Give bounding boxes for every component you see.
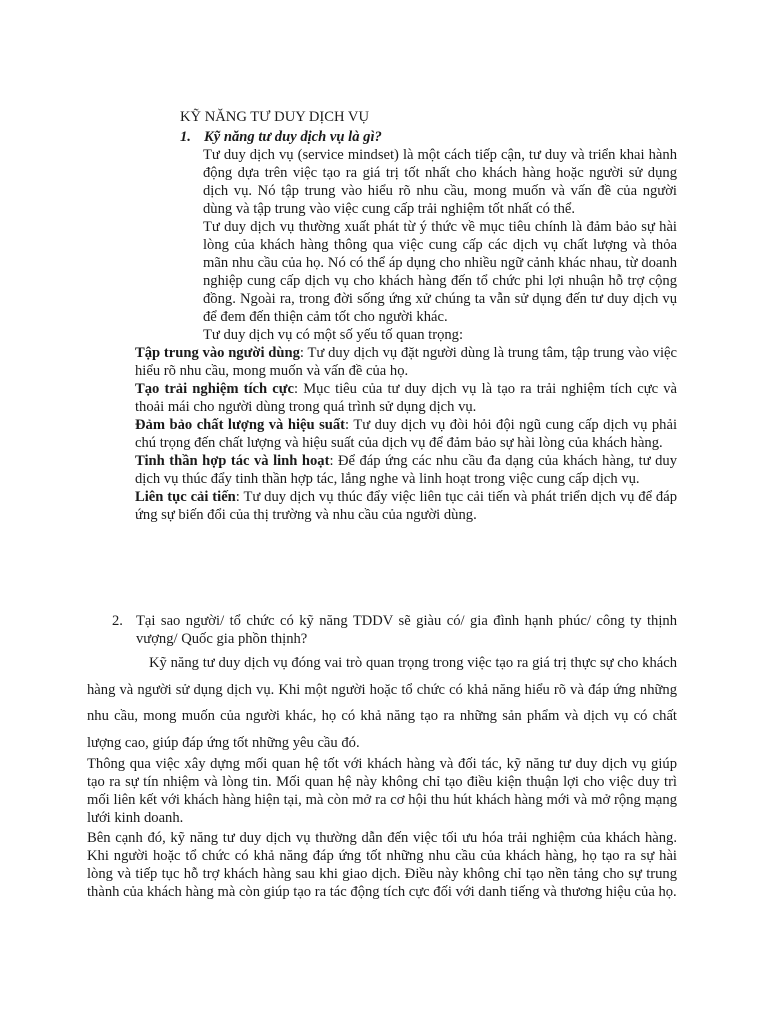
factor-term: Tinh thần hợp tác và linh hoạt [135,453,330,469]
document-title: KỸ NĂNG TƯ DUY DỊCH VỤ [180,109,370,125]
factor-item [135,344,677,380]
section-1-number: 1. [180,129,191,145]
factor-term: Đảm bảo chất lượng và hiệu suất [135,417,346,433]
section-2-paragraph: Thông qua việc xây dựng mối quan hệ tốt với khách hàng và đối tác, kỹ năng tư duy dịch vụ giúp tạo ra sự tín nhiệm và lòng tin. Mối quan hệ này không chỉ tạo điều kiện thuận lợi cho việc duy trì mối liên kết với khách hàng hiện tại, mà còn mở ra cơ hội thu hút khách hàng mới và mở rộng mạng lưới kinh doanh. [87,756,677,826]
factor-term: Tập trung vào người dùng [135,345,300,361]
section-1-body [203,146,677,344]
section-2-heading [112,612,677,648]
section-2-body [87,755,677,903]
factor-term: Tạo trải nghiệm tích cực [135,381,294,397]
factor-item [135,380,677,416]
section-2-paragraph: Bên cạnh đó, kỹ năng tư duy dịch vụ thường dẫn đến việc tối ưu hóa trải nghiệm của khách hàng. Khi người hoặc tổ chức có khả năng đáp ứng tốt những nhu cầu của khách hàng, họ tạo ra sự hài lòng và tiếp tục hỗ trợ khách hàng sau khi giao dịch. Điều này không chỉ tạo nền tảng cho sự trung thành của khách hàng mà còn giúp tạo ra tác động tích cực đối với danh tiếng và thương hiệu của họ. [87,830,677,900]
section-1-paragraph: Tư duy dịch vụ có một số yếu tố quan trọng: [203,327,464,343]
factor-text: : Tư duy dịch vụ thúc đẩy việc liên tục cải tiến và phát triển dịch vụ để đáp ứng sự biến đổi của thị trường và nhu cầu của người dùng. [135,489,678,523]
factor-term: Liên tục cải tiến [135,489,236,505]
factor-text: : Mục tiêu của tư duy dịch vụ là tạo ra trải nghiệm tích cực và thoải mái cho người dùng trong quá trình sử dụng dịch vụ. [135,381,677,415]
section-1-paragraph: Tư duy dịch vụ thường xuất phát từ ý thức về mục tiêu chính là đảm bảo sự hài lòng của khách hàng thông qua việc cung cấp các dịch vụ chất lượng và thỏa mãn nhu cầu của họ. Nó có thể áp dụng cho nhiều ngữ cảnh khác nhau, từ doanh nghiệp cung cấp dịch vụ cho khách hàng đến tổ chức phi lợi nhuận hỗ trợ cộng đồng. Ngoài ra, trong đời sống ứng xử chúng ta vẫn sử dụng đến tư duy dịch vụ để đem đến thiện cảm tốt cho người khác. [203,219,677,325]
factor-text: : Tư duy dịch vụ đòi hỏi đội ngũ cung cấp dịch vụ phải chú trọng đến chất lượng và hiệu suất của dịch vụ để đảm bảo sự hài lòng của khách hàng. [135,417,677,451]
section-1-heading [180,128,382,146]
factor-item [135,416,677,452]
section-2-number: 2. [112,613,123,629]
section-1-heading-text: Kỹ năng tư duy dịch vụ là gì? [204,129,382,145]
factor-text: : Để đáp ứng các nhu cầu đa dạng của khách hàng, tư duy dịch vụ thúc đẩy tinh thần hợp tác, lắng nghe và linh hoạt trong việc cung cấp dịch vụ. [135,453,677,487]
factor-item [135,488,677,524]
factor-list [135,344,677,524]
section-2-heading-text: Tại sao người/ tổ chức có kỹ năng TDDV sẽ giàu có/ gia đình hạnh phúc/ công ty thịnh vượng/ Quốc gia phồn thịnh? [136,613,677,647]
factor-item [135,452,677,488]
factor-text: : Tư duy dịch vụ đặt người dùng là trung tâm, tập trung vào việc hiểu rõ nhu cầu, mong muốn và vấn đề của họ. [135,345,678,379]
section-2-paragraph-text: Kỹ năng tư duy dịch vụ đóng vai trò quan trọng trong việc tạo ra giá trị thực sự cho khách hàng và người sử dụng dịch vụ. Khi một người hoặc tổ chức có khả năng hiểu rõ và đáp ứng những nhu cầu, mong muốn của người khác, họ có khả năng tạo ra những sản phẩm và dịch vụ có chất lượng cao, giúp đáp ứng tốt những yêu cầu đó. [87,655,677,751]
section-2-paragraph [87,650,677,756]
section-1-paragraph: Tư duy dịch vụ (service mindset) là một cách tiếp cận, tư duy và triển khai hành động dựa trên việc tạo ra giá trị tốt nhất cho khách hàng hoặc người sử dụng dịch vụ. Nó tập trung vào hiểu rõ nhu cầu, mong muốn và vấn đề của người dùng và tập trung vào việc cung cấp trải nghiệm tốt nhất có thể. [203,147,677,217]
